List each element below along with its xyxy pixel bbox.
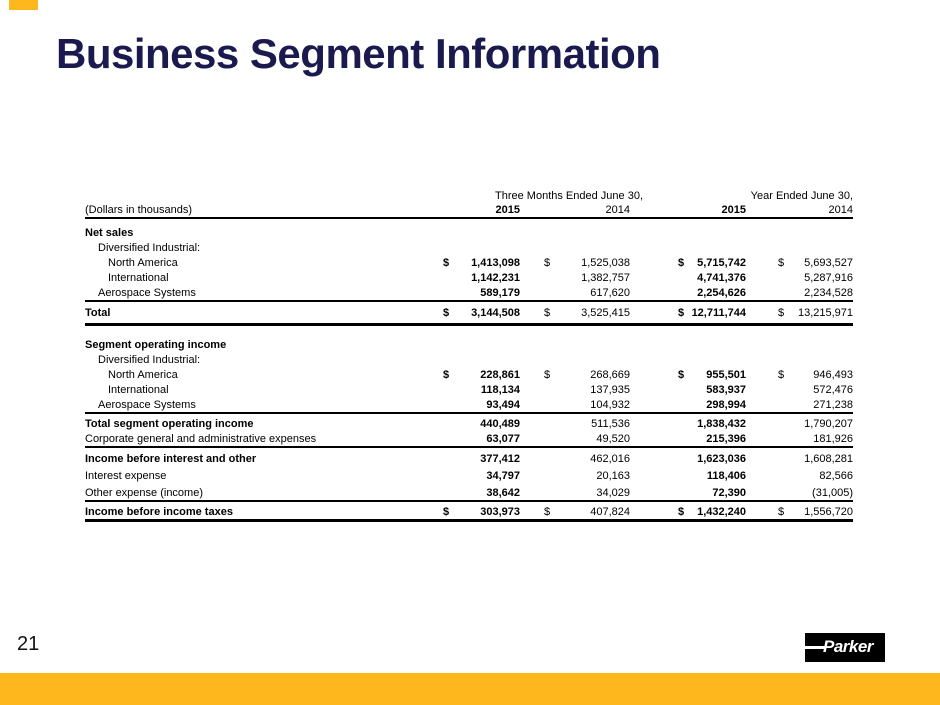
dollar-sign-cell <box>440 466 456 483</box>
value-cell: 13,215,971 <box>791 301 853 325</box>
dollar-sign-cell <box>440 218 456 240</box>
column-spacer <box>746 466 775 483</box>
value-cell <box>691 325 746 353</box>
value-cell: 617,620 <box>557 285 630 301</box>
column-spacer <box>520 203 541 218</box>
period-group-header <box>675 186 853 203</box>
dollar-sign-cell <box>675 466 691 483</box>
value-cell: 12,711,744 <box>691 301 746 325</box>
table-row <box>85 382 853 397</box>
value-cell: 1,142,231 <box>471 272 520 284</box>
dollar-sign-cell <box>775 397 791 413</box>
logo-text: Parker <box>823 637 873 656</box>
table-row <box>85 466 853 483</box>
column-spacer <box>630 413 675 431</box>
table-row <box>85 413 853 431</box>
column-spacer <box>630 466 675 483</box>
period-group-label: Three Months Ended June 30, <box>495 190 643 202</box>
row-label: Total <box>85 301 440 325</box>
value-cell: 298,994 <box>691 397 746 413</box>
value-cell: 118,406 <box>706 470 747 482</box>
value-cell <box>557 218 630 240</box>
column-spacer <box>520 285 541 301</box>
dollar-sign-cell <box>541 352 557 367</box>
row-label: Interest expense <box>85 470 167 482</box>
column-spacer <box>520 413 541 431</box>
dollar-sign-cell: $ <box>541 301 557 325</box>
dollar-sign-cell <box>675 325 691 353</box>
value-cell: 1,382,757 <box>581 272 631 284</box>
value-cell: (31,005) <box>791 483 853 501</box>
column-spacer <box>746 431 775 447</box>
value-cell <box>791 325 853 353</box>
dollar-sign-cell: $ <box>775 301 791 325</box>
column-spacer <box>630 382 675 397</box>
column-spacer <box>630 325 675 353</box>
value-cell: 271,238 <box>791 397 853 413</box>
value-cell: 1,556,720 <box>791 501 853 521</box>
column-spacer <box>746 270 775 285</box>
row-label: Income before interest and other <box>85 453 257 465</box>
value-cell <box>456 240 520 255</box>
empty-cell <box>675 203 691 218</box>
table-row <box>85 270 853 285</box>
column-spacer <box>520 367 541 382</box>
table-row <box>85 352 853 367</box>
table-body <box>85 218 853 521</box>
column-spacer <box>746 413 775 431</box>
period-group-header <box>440 186 643 203</box>
dollar-sign-cell <box>775 413 791 431</box>
column-spacer <box>630 483 675 501</box>
empty-cell <box>541 203 557 218</box>
value-cell: 1,623,036 <box>697 453 747 465</box>
column-spacer <box>520 218 541 240</box>
dollar-sign-cell <box>440 483 456 501</box>
dollar-sign-cell <box>440 431 456 447</box>
dollar-sign-cell <box>775 218 791 240</box>
dollar-sign-cell <box>541 270 557 285</box>
row-label: Segment operating income <box>85 339 227 351</box>
dollar-sign-cell <box>675 431 691 447</box>
value-cell: 34,797 <box>486 470 520 482</box>
value-cell: 955,501 <box>706 369 747 381</box>
dollar-sign-cell <box>775 270 791 285</box>
value-cell: 589,179 <box>456 285 520 301</box>
column-spacer <box>520 397 541 413</box>
dollar-sign-cell <box>541 466 557 483</box>
column-spacer <box>630 218 675 240</box>
segment-table <box>85 186 853 522</box>
value-cell: 407,824 <box>557 501 630 521</box>
table-row <box>85 218 853 240</box>
table-row <box>85 285 853 301</box>
column-spacer <box>630 285 675 301</box>
value-cell: 377,412 <box>480 453 520 465</box>
row-label: Net sales <box>85 227 134 239</box>
value-cell: 572,476 <box>813 384 854 396</box>
dollar-sign-cell <box>541 240 557 255</box>
table-row <box>85 431 853 447</box>
value-cell: 5,715,742 <box>697 257 747 269</box>
row-label: Diversified Industrial: <box>98 354 201 366</box>
value-cell: 49,520 <box>557 431 630 447</box>
row-label: Aerospace Systems <box>85 397 440 413</box>
dollar-sign-cell <box>675 218 691 240</box>
column-spacer <box>630 255 675 270</box>
dollar-sign-cell: $ <box>544 257 551 269</box>
dollar-sign-cell <box>775 240 791 255</box>
dollar-sign-cell <box>440 240 456 255</box>
year-column-header: 2015 <box>456 203 520 218</box>
dollar-sign-cell: $ <box>675 501 691 521</box>
column-spacer <box>520 240 541 255</box>
corner-accent-bar <box>9 0 38 10</box>
value-cell: 228,861 <box>480 369 520 381</box>
column-spacer <box>746 203 775 218</box>
column-spacer <box>520 501 541 521</box>
value-cell: 82,566 <box>819 470 854 482</box>
dollar-sign-cell <box>675 240 691 255</box>
value-cell: 1,525,038 <box>581 257 631 269</box>
value-cell <box>557 240 630 255</box>
value-cell <box>691 240 746 255</box>
value-cell: 3,525,415 <box>557 301 630 325</box>
column-spacer <box>746 285 775 301</box>
dollar-sign-cell <box>675 413 691 431</box>
dollar-sign-cell: $ <box>541 501 557 521</box>
dollar-sign-cell <box>541 413 557 431</box>
column-spacer <box>746 483 775 501</box>
dollar-sign-cell <box>675 447 691 466</box>
year-header-row <box>85 203 853 218</box>
dollar-sign-cell <box>775 447 791 466</box>
value-cell <box>456 352 520 367</box>
column-spacer <box>520 431 541 447</box>
value-cell <box>557 325 630 353</box>
value-cell: 38,642 <box>456 483 520 501</box>
dollar-sign-cell <box>541 382 557 397</box>
table-row <box>85 325 853 353</box>
value-cell: 137,935 <box>590 384 631 396</box>
dollar-sign-cell: $ <box>440 501 456 521</box>
column-spacer <box>630 240 675 255</box>
year-column-header: 2014 <box>791 203 853 218</box>
value-cell: 462,016 <box>590 453 631 465</box>
table-row <box>85 240 853 255</box>
table-row <box>85 501 853 521</box>
value-cell: 3,144,508 <box>456 301 520 325</box>
dollar-sign-cell: $ <box>775 501 791 521</box>
value-cell <box>557 352 630 367</box>
column-spacer <box>520 382 541 397</box>
dollar-sign-cell <box>541 483 557 501</box>
row-label: North America <box>108 369 178 381</box>
value-cell: 4,741,376 <box>697 272 747 284</box>
dollar-sign-cell <box>775 382 791 397</box>
value-cell: 946,493 <box>813 369 854 381</box>
value-cell: 63,077 <box>456 431 520 447</box>
period-group-label: Year Ended June 30, <box>750 190 854 202</box>
empty-cell <box>85 186 440 203</box>
column-spacer <box>746 447 775 466</box>
dollar-sign-cell <box>541 285 557 301</box>
value-cell: 511,536 <box>591 418 631 430</box>
row-label: Aerospace Systems <box>85 285 440 301</box>
year-column-header: 2014 <box>557 203 630 218</box>
value-cell: 5,287,916 <box>804 272 854 284</box>
value-cell: 20,163 <box>596 470 631 482</box>
dollar-sign-cell <box>675 270 691 285</box>
column-spacer <box>520 301 541 325</box>
value-cell: 5,693,527 <box>804 257 854 269</box>
row-label: International <box>108 272 169 284</box>
dollar-sign-cell <box>541 397 557 413</box>
dollar-sign-cell <box>675 352 691 367</box>
column-spacer <box>520 352 541 367</box>
column-spacer <box>630 501 675 521</box>
column-spacer <box>520 483 541 501</box>
table-row <box>85 301 853 325</box>
dollar-sign-cell: $ <box>678 369 685 381</box>
column-spacer <box>520 325 541 353</box>
value-cell: 93,494 <box>456 397 520 413</box>
value-cell: 215,396 <box>691 431 746 447</box>
value-cell: 72,390 <box>691 483 746 501</box>
logo-line <box>805 646 825 649</box>
column-spacer <box>520 270 541 285</box>
column-spacer <box>746 382 775 397</box>
dollar-sign-cell <box>541 447 557 466</box>
value-cell: 104,932 <box>557 397 630 413</box>
value-cell <box>456 325 520 353</box>
column-spacer <box>746 218 775 240</box>
value-cell: 1,432,240 <box>691 501 746 521</box>
footer-accent-bar <box>0 673 940 705</box>
column-spacer <box>746 301 775 325</box>
dollar-sign-cell <box>675 382 691 397</box>
dollar-sign-cell: $ <box>544 369 551 381</box>
value-cell: 268,669 <box>590 369 631 381</box>
dollar-sign-cell <box>675 483 691 501</box>
value-cell: 1,790,207 <box>804 418 854 430</box>
table-row <box>85 255 853 270</box>
dollar-sign-cell: $ <box>778 369 785 381</box>
column-spacer <box>520 466 541 483</box>
value-cell <box>691 352 746 367</box>
column-spacer <box>746 325 775 353</box>
dollar-sign-cell <box>775 352 791 367</box>
row-label: Diversified Industrial: <box>98 242 201 254</box>
value-cell: 583,937 <box>706 384 747 396</box>
column-spacer <box>630 447 675 466</box>
dollar-sign-cell <box>675 397 691 413</box>
year-column-header: 2015 <box>691 203 746 218</box>
dollar-sign-cell <box>775 325 791 353</box>
row-label: Total segment operating income <box>85 418 254 430</box>
row-label: Income before income taxes <box>85 501 440 521</box>
dollar-sign-cell <box>775 431 791 447</box>
dollar-sign-cell: $ <box>443 369 450 381</box>
value-cell: 181,926 <box>791 431 853 447</box>
column-spacer <box>630 203 675 218</box>
dollar-sign-cell: $ <box>443 257 450 269</box>
column-spacer <box>746 240 775 255</box>
dollar-sign-cell <box>440 382 456 397</box>
value-cell: 440,489 <box>480 418 520 430</box>
column-spacer <box>746 397 775 413</box>
column-spacer <box>746 352 775 367</box>
column-spacer <box>520 447 541 466</box>
dollar-sign-cell <box>440 285 456 301</box>
dollar-sign-cell: $ <box>675 301 691 325</box>
value-cell: 34,029 <box>557 483 630 501</box>
column-spacer <box>630 301 675 325</box>
empty-cell <box>440 203 456 218</box>
dollar-sign-cell <box>440 413 456 431</box>
row-label: North America <box>108 257 178 269</box>
row-label: Corporate general and administrative expenses <box>85 431 440 447</box>
table-row <box>85 483 853 501</box>
dollar-sign-cell: $ <box>678 257 685 269</box>
table-units-label: (Dollars in thousands) <box>85 203 440 218</box>
table-row <box>85 367 853 382</box>
table-row <box>85 397 853 413</box>
column-spacer <box>630 352 675 367</box>
dollar-sign-cell <box>440 352 456 367</box>
value-cell <box>791 240 853 255</box>
dollar-sign-cell <box>675 285 691 301</box>
value-cell: 303,973 <box>456 501 520 521</box>
dollar-sign-cell <box>541 325 557 353</box>
table-row <box>85 447 853 466</box>
value-cell: 1,413,098 <box>471 257 520 269</box>
page-number: 21 <box>17 633 40 655</box>
dollar-sign-cell <box>775 466 791 483</box>
value-cell <box>791 218 853 240</box>
dollar-sign-cell <box>541 431 557 447</box>
column-spacer <box>630 270 675 285</box>
dollar-sign-cell <box>440 447 456 466</box>
column-spacer <box>630 397 675 413</box>
column-spacer <box>746 255 775 270</box>
row-label: International <box>108 384 169 396</box>
row-label: Other expense (income) <box>85 483 440 501</box>
period-header-row <box>85 186 853 203</box>
slide-title: Business Segment Information <box>56 30 661 77</box>
dollar-sign-cell <box>541 218 557 240</box>
dollar-sign-cell <box>440 325 456 353</box>
value-cell <box>456 218 520 240</box>
value-cell: 118,134 <box>480 384 520 396</box>
value-cell <box>691 218 746 240</box>
dollar-sign-cell <box>440 397 456 413</box>
dollar-sign-cell: $ <box>778 257 785 269</box>
dollar-sign-cell <box>775 285 791 301</box>
value-cell: 2,254,626 <box>691 285 746 301</box>
value-cell <box>791 352 853 367</box>
column-spacer <box>630 431 675 447</box>
parker-logo <box>805 633 885 662</box>
value-cell: 1,608,281 <box>804 453 854 465</box>
dollar-sign-cell <box>440 270 456 285</box>
value-cell: 2,234,528 <box>791 285 853 301</box>
column-spacer <box>520 255 541 270</box>
column-spacer <box>630 367 675 382</box>
column-spacer <box>746 367 775 382</box>
dollar-sign-cell: $ <box>440 301 456 325</box>
dollar-sign-cell <box>775 483 791 501</box>
column-spacer <box>746 501 775 521</box>
empty-cell <box>775 203 791 218</box>
value-cell: 1,838,432 <box>697 418 747 430</box>
